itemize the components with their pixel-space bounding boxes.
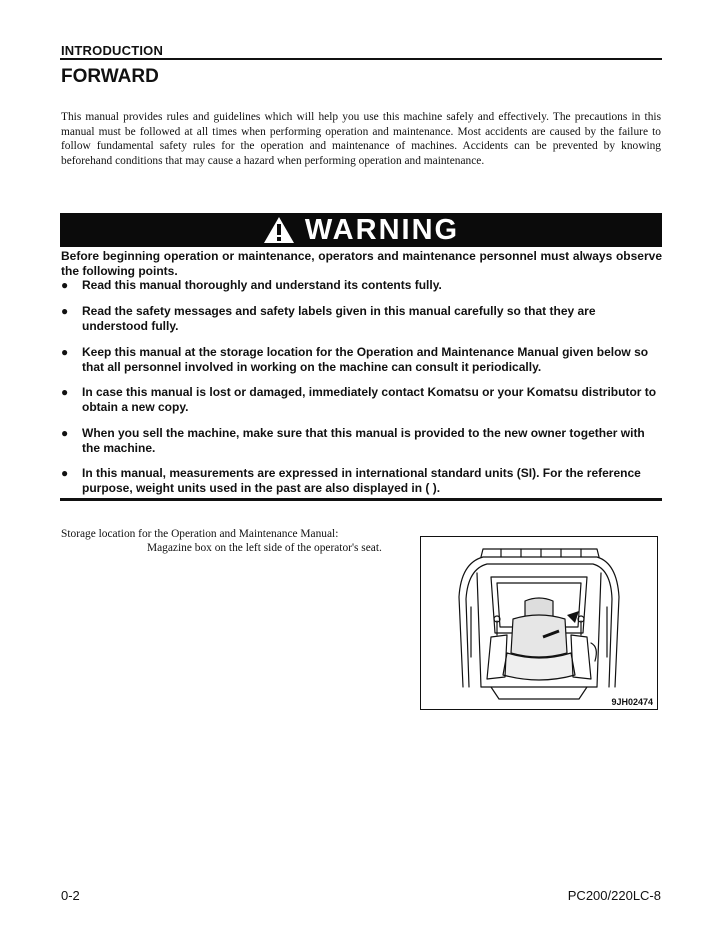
warning-lead: Before beginning operation or maintenance, operators and maintenance personnel must always observe the following points. — [61, 249, 662, 278]
warning-item-text: Read this manual thoroughly and understand its contents fully. — [82, 278, 442, 292]
cab-figure — [420, 536, 658, 710]
section-label: INTRODUCTION — [61, 43, 164, 58]
warning-item — [61, 278, 662, 293]
page-title: FORWARD — [61, 66, 159, 87]
warning-item — [61, 466, 662, 495]
intro-paragraph: This manual provides rules and guidelines which will help you use this machine safely and effectively. The precautions in this manual must be followed at all times when performing operation and maintenance. Most accidents are caused by the failure to follow fundamental safety rules for the operation and maintenance of machines. Accidents can be prevented by knowing beforehand conditions that may cause a hazard when performing operation and maintenance. — [61, 111, 661, 167]
warning-item-text: In this manual, measurements are expressed in international standard units (SI). For the reference purpose, weight units used in the past are also displayed in ( ). — [82, 466, 641, 495]
warning-bottom-rule — [60, 498, 662, 501]
header-rule — [60, 58, 662, 60]
bullet-icon: ● — [61, 304, 69, 318]
warning-item — [61, 304, 662, 333]
bullet-icon: ● — [61, 466, 69, 480]
warning-item-text: Read the safety messages and safety labels given in this manual carefully so that they are understood fully. — [82, 304, 596, 333]
warning-item-text: In case this manual is lost or damaged, immediately contact Komatsu or your Komatsu distributor to obtain a new copy. — [82, 385, 657, 414]
bullet-icon: ● — [61, 426, 69, 440]
bullet-icon: ● — [61, 385, 69, 399]
warning-item — [61, 385, 662, 414]
bullet-icon: ● — [61, 345, 69, 359]
storage-label: Storage location for the Operation and Maintenance Manual: — [61, 528, 339, 540]
model-name: PC200/220LC-8 — [567, 888, 661, 903]
page-number: 0-2 — [61, 888, 80, 903]
warning-item-text: Keep this manual at the storage location for the Operation and Maintenance Manual given below so that all personnel involved in working on the machine can consult it periodically. — [82, 345, 649, 374]
warning-triangle-icon — [263, 216, 295, 244]
warning-item — [61, 426, 662, 455]
operator-cab-seat-illustration — [421, 537, 657, 709]
storage-location: Magazine box on the left side of the operator's seat. — [147, 542, 382, 554]
bullet-icon: ● — [61, 278, 69, 292]
warning-item-text: When you sell the machine, make sure that this manual is provided to the new owner together with the machine. — [82, 426, 645, 455]
warning-title: WARNING — [304, 214, 460, 246]
warning-banner — [60, 213, 662, 247]
figure-id: 9JH02474 — [611, 697, 653, 707]
warning-item — [61, 345, 662, 374]
